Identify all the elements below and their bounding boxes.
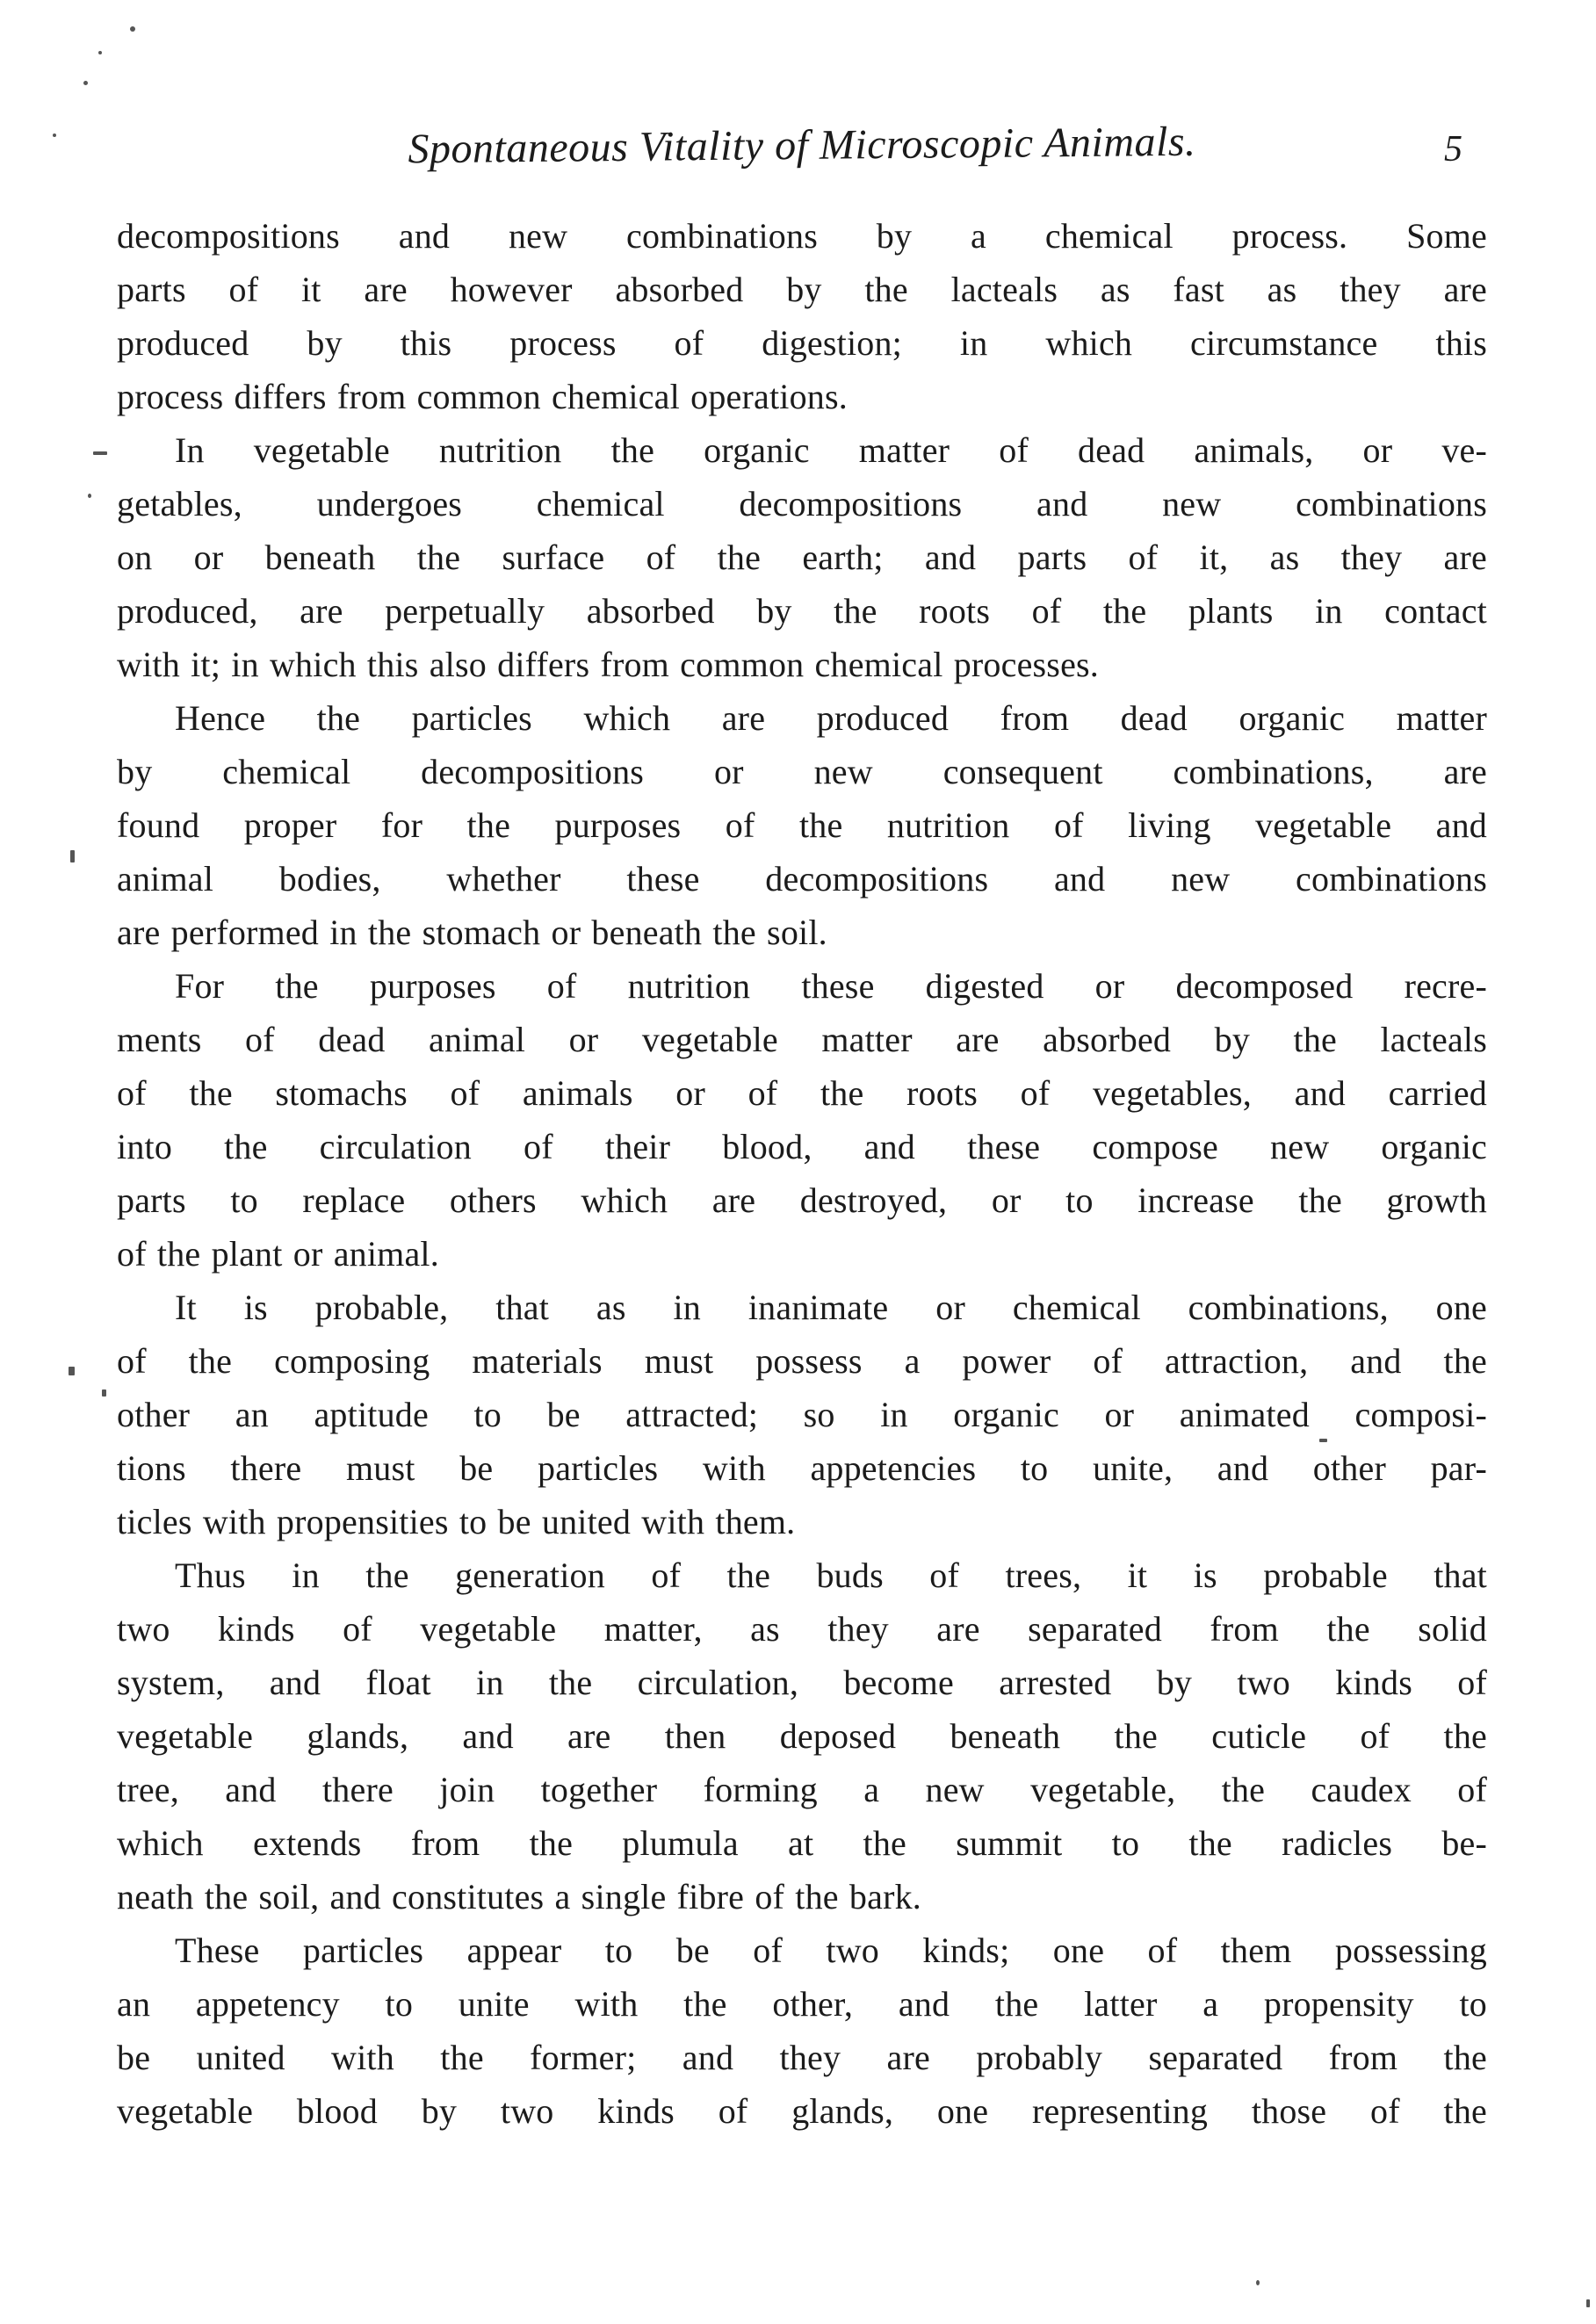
text-line: In vegetable nutrition the organic matter of dead animals, or ve- [175, 430, 1487, 470]
text-line: neath the soil, and constitutes a single fibre of the bark. [117, 1877, 921, 1916]
ink-speck [98, 51, 102, 54]
ink-speck [1586, 2299, 1590, 2307]
text-line: decompositions and new combinations by a chemical process. Some [117, 216, 1487, 256]
text-line: be united with the former; and they are probably separated from the [117, 2038, 1487, 2077]
ink-speck [93, 451, 107, 455]
page-body-text [117, 209, 1487, 2138]
text-line: Hence the particles which are produced from dead organic matter [175, 698, 1487, 738]
page-number: 5 [1444, 129, 1462, 170]
text-line: getables, undergoes chemical decompositions and new combinations [117, 484, 1487, 523]
text-line: It is probable, that as in inanimate or chemical combinations, one [175, 1288, 1487, 1327]
text-line: into the circulation of their blood, and these compose new organic [117, 1127, 1487, 1166]
ink-speck [1256, 2280, 1260, 2285]
text-line: ments of dead animal or vegetable matter are absorbed by the lacteals [117, 1020, 1487, 1059]
text-line: an appetency to unite with the other, and the latter a propensity to [117, 1984, 1487, 2024]
ink-speck [83, 81, 88, 85]
text-line: two kinds of vegetable matter, as they are separated from the solid [117, 1609, 1487, 1649]
text-line: produced by this process of digestion; in which circumstance this [117, 323, 1487, 363]
text-line: of the stomachs of animals or of the roots of vegetables, and carried [117, 1073, 1487, 1113]
text-line: by chemical decompositions or new consequent combinations, are [117, 752, 1487, 791]
text-line: with it; in which this also differs from common chemical processes. [117, 645, 1099, 684]
text-line: animal bodies, whether these decompositions and new combinations [117, 859, 1487, 899]
text-line: of the plant or animal. [117, 1234, 439, 1274]
text-line: system, and float in the circulation, become arrested by two kinds of [117, 1663, 1487, 1702]
text-line: parts of it are however absorbed by the lacteals as fast as they are [117, 270, 1487, 309]
text-line: which extends from the plumula at the summit to the radicles be- [117, 1823, 1487, 1863]
text-line: tions there must be particles with appetencies to unite, and other par- [117, 1448, 1487, 1488]
text-line: process differs from common chemical operations. [117, 377, 848, 416]
text-line: These particles appear to be of two kinds; one of them possessing [175, 1931, 1487, 1970]
ink-speck [1319, 1439, 1327, 1442]
text-line: Thus in the generation of the buds of trees, it is probable that [175, 1555, 1487, 1595]
ink-speck [53, 134, 56, 137]
ink-speck [102, 1389, 106, 1397]
text-line: on or beneath the surface of the earth; and parts of it, as they are [117, 538, 1487, 577]
text-line: other an aptitude to be attracted; so in organic or animated composi- [117, 1395, 1487, 1434]
text-line: of the composing materials must possess a power of attraction, and the [117, 1341, 1487, 1381]
text-line: vegetable blood by two kinds of glands, one representing those of the [117, 2091, 1487, 2131]
text-line: For the purposes of nutrition these digested or decomposed recre- [175, 966, 1487, 1006]
ink-speck [69, 1367, 75, 1375]
running-header-title: Spontaneous Vitality of Microscopic Animals. [408, 118, 1196, 173]
text-line: tree, and there join together forming a new vegetable, the caudex of [117, 1770, 1487, 1809]
text-line: produced, are perpetually absorbed by the roots of the plants in contact [117, 591, 1487, 631]
ink-speck [88, 494, 91, 498]
text-line: are performed in the stomach or beneath the soil. [117, 913, 827, 952]
ink-speck [130, 26, 135, 32]
text-line: vegetable glands, and are then deposed beneath the cuticle of the [117, 1716, 1487, 1756]
text-line: parts to replace others which are destroyed, or to increase the growth [117, 1180, 1487, 1220]
ink-speck [70, 850, 75, 862]
text-line: ticles with propensities to be united with them. [117, 1502, 796, 1541]
text-line: found proper for the purposes of the nutrition of living vegetable and [117, 805, 1487, 845]
